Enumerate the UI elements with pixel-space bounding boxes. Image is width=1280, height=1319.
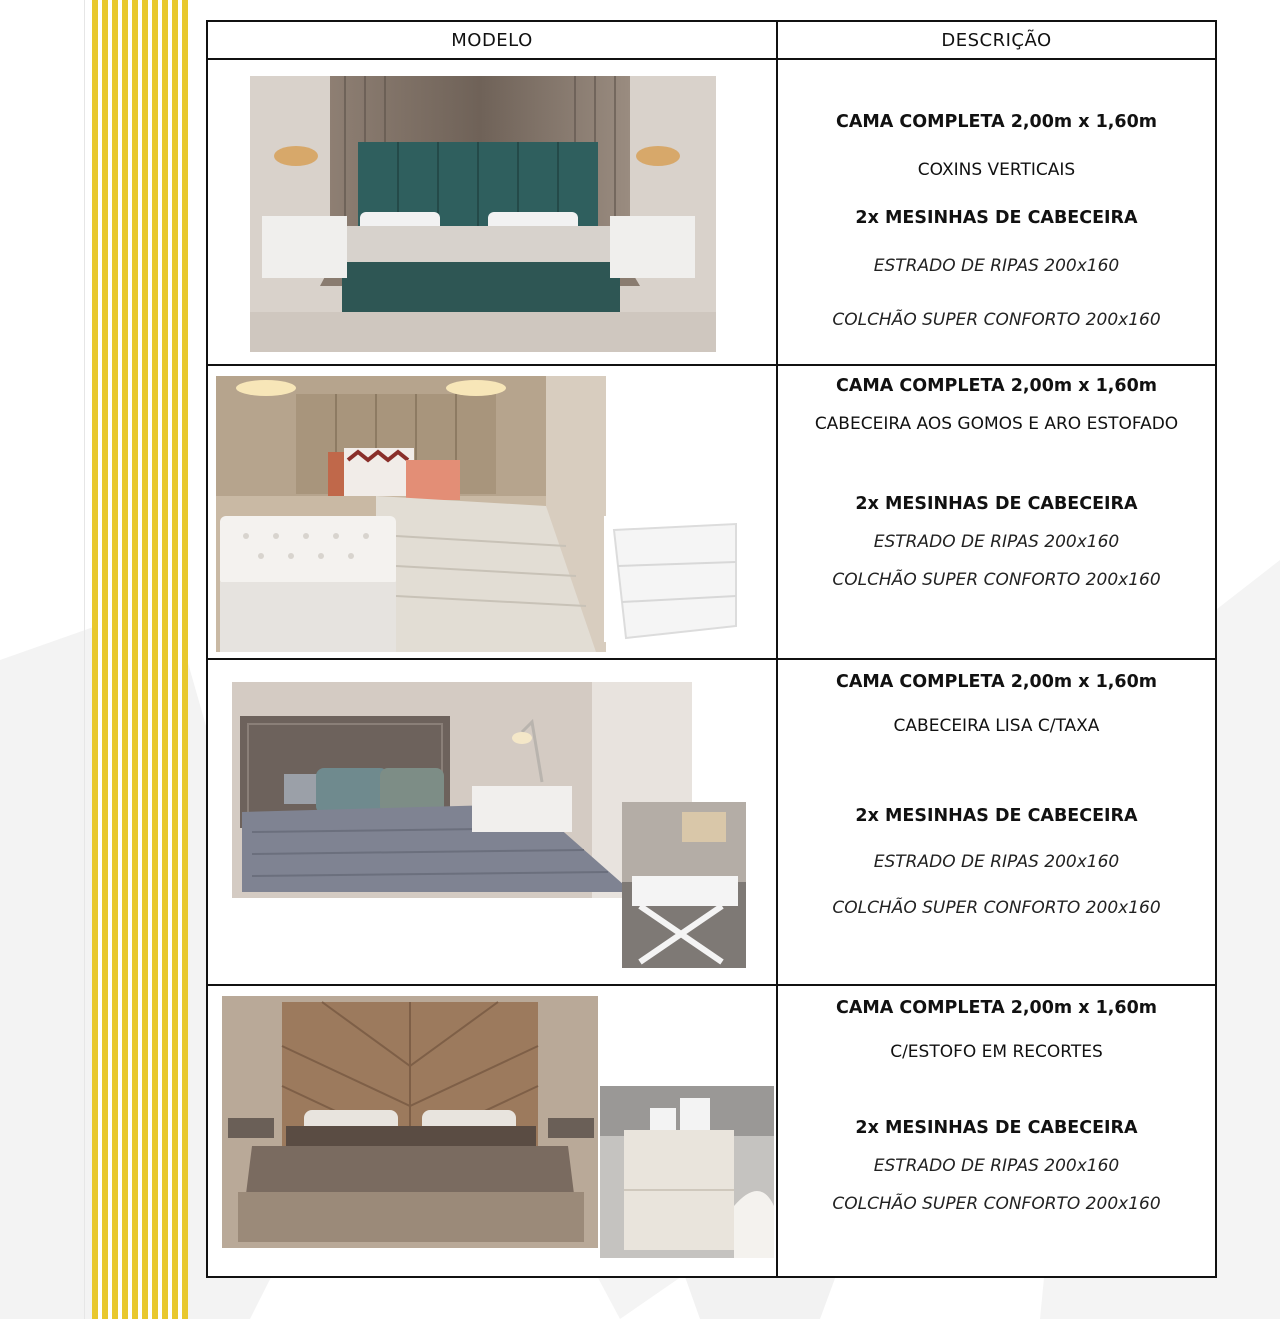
table-row (207, 659, 1216, 985)
slat-base: ESTRADO DE RIPAS 200x160 (873, 852, 1120, 872)
table-row (207, 365, 1216, 659)
nightstands: 2x MESINHAS DE CABECEIRA (855, 1118, 1138, 1138)
slat-base: ESTRADO DE RIPAS 200x160 (873, 1156, 1120, 1176)
description-cell (777, 59, 1216, 365)
gold-stripes-decoration (92, 0, 188, 1319)
mattress: COLCHÃO SUPER CONFORTO 200x160 (832, 1194, 1161, 1214)
bed-photo-tufted-headboard (216, 376, 606, 652)
bed-title: CAMA COMPLETA 2,00m x 1,60m (835, 376, 1157, 396)
description-cell (777, 985, 1216, 1277)
mattress: COLCHÃO SUPER CONFORTO 200x160 (832, 898, 1161, 918)
bed-spec-table (206, 20, 1217, 1278)
header-description: DESCRIÇÃO (777, 21, 1216, 59)
description-cell (777, 659, 1216, 985)
nightstands: 2x MESINHAS DE CABECEIRA (855, 494, 1138, 514)
mattress: COLCHÃO SUPER CONFORTO 200x160 (832, 310, 1161, 330)
model-image-cell (207, 365, 777, 659)
header-model: MODELO (207, 21, 777, 59)
model-image-cell (207, 659, 777, 985)
nightstands: 2x MESINHAS DE CABECEIRA (855, 806, 1138, 826)
bed-title: CAMA COMPLETA 2,00m x 1,60m (835, 672, 1157, 692)
nightstands: 2x MESINHAS DE CABECEIRA (855, 208, 1138, 228)
bed-title: CAMA COMPLETA 2,00m x 1,60m (835, 998, 1157, 1018)
description-cell (777, 365, 1216, 659)
nightstand-photo-white (604, 516, 744, 642)
mattress: COLCHÃO SUPER CONFORTO 200x160 (832, 570, 1161, 590)
bed-detail: CABECEIRA LISA C/TAXA (893, 716, 1100, 736)
margin-line (84, 0, 85, 1319)
nightstand-photo-cream (600, 1086, 774, 1258)
bed-detail: CABECEIRA AOS GOMOS E ARO ESTOFADO (814, 414, 1179, 434)
table-row (207, 985, 1216, 1277)
bed-title: CAMA COMPLETA 2,00m x 1,60m (835, 112, 1157, 132)
bed-photo-vertical-cushions (250, 76, 716, 352)
model-image-cell (207, 59, 777, 365)
table-header-row (207, 21, 1216, 59)
bed-detail: C/ESTOFO EM RECORTES (890, 1042, 1103, 1062)
model-image-cell (207, 985, 777, 1277)
slat-base: ESTRADO DE RIPAS 200x160 (873, 256, 1120, 276)
bed-detail: COXINS VERTICAIS (917, 160, 1076, 180)
bed-photo-upholstered-cuts (222, 996, 598, 1248)
slat-base: ESTRADO DE RIPAS 200x160 (873, 532, 1120, 552)
nightstand-photo-x-leg (622, 802, 746, 968)
table-row (207, 59, 1216, 365)
